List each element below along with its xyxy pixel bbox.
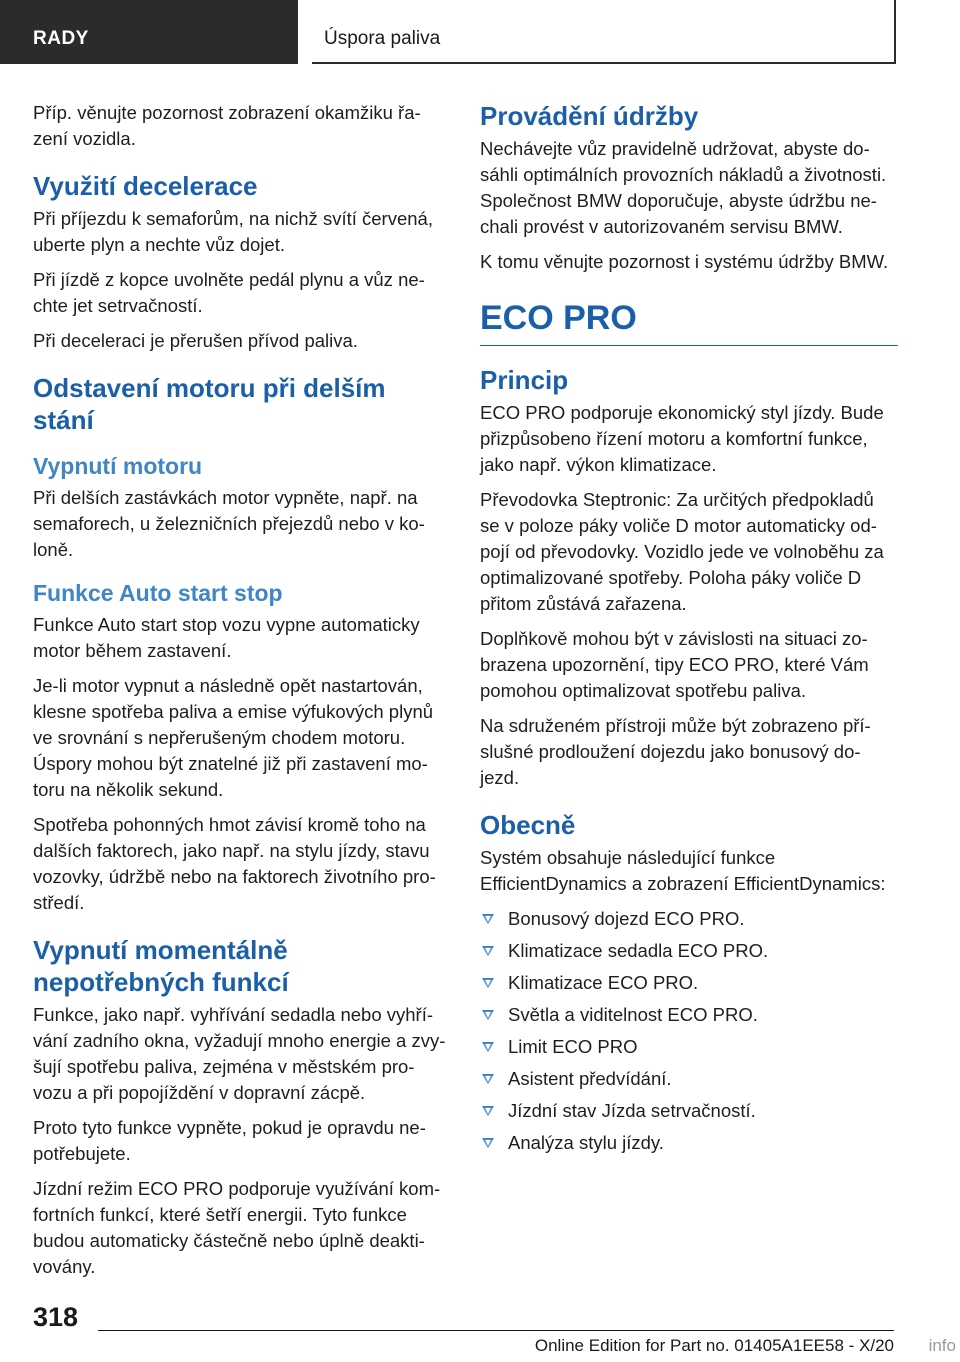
left-column xyxy=(33,100,451,1289)
chapter-heading-eco-pro xyxy=(480,297,898,346)
chapter-heading-text: ECO PRO xyxy=(480,299,637,337)
list-item: Jízdní stav Jízda setrvačností. xyxy=(480,1098,898,1124)
page-header xyxy=(0,0,960,66)
triangle-bullet-icon xyxy=(482,1010,494,1020)
triangle-bullet-icon xyxy=(482,978,494,988)
watermark-text: info xyxy=(928,1336,956,1355)
chapter-title: Úspora paliva xyxy=(324,28,441,49)
heading-unneeded-functions: Vypnutí momentálně nepotřebných funkcí xyxy=(33,935,289,997)
section-label: RADY xyxy=(33,28,89,49)
section-tab xyxy=(0,0,298,64)
engine-off-paragraph: Při delších zastávkách motor vypněte, např. na semaforech, u železničních přejezdů nebo v ko-loně. xyxy=(33,487,425,560)
general-paragraph: Systém obsahuje následující funkce EfficientDynamics a zobrazení EfficientDynamics: xyxy=(480,847,886,894)
auto-paragraph-1: Funkce Auto start stop vozu vypne automaticky motor během zastavení. xyxy=(33,614,420,661)
decel-paragraph-2: Při jízdě z kopce uvolněte pedál plynu a vůz ne-chte jet setrvačností. xyxy=(33,269,425,316)
principle-paragraph-4: Na sdruženém přístroji může být zobrazeno pří-slušné prodloužení dojezdu jako bonusový do-jezd. xyxy=(480,715,871,788)
list-item: Asistent předvídání. xyxy=(480,1066,898,1092)
right-column xyxy=(480,100,898,1162)
page-footer xyxy=(0,1290,960,1362)
heading-principle: Princip xyxy=(480,365,569,395)
list-item: Klimatizace sedadla ECO PRO. xyxy=(480,938,898,964)
heading-general: Obecně xyxy=(480,810,576,840)
subheading-auto-start-stop: Funkce Auto start stop xyxy=(33,580,283,606)
triangle-bullet-icon xyxy=(482,1106,494,1116)
triangle-bullet-icon xyxy=(482,946,494,956)
subheading-engine-off: Vypnutí motoru xyxy=(33,453,203,479)
decel-paragraph-1: Při příjezdu k semaforům, na nichž svítí červená, uberte plyn a nechte vůz dojet. xyxy=(33,208,433,255)
decel-paragraph-3: Při deceleraci je přerušen přívod paliva. xyxy=(33,330,358,351)
heading-maintenance: Provádění údržby xyxy=(480,101,699,131)
auto-paragraph-3: Spotřeba pohonných hmot závisí kromě toho na dalších faktorech, jako např. na stylu jízdy, stavu vozovky, údržbě nebo na faktorech životního pro-středí. xyxy=(33,814,436,913)
maint-paragraph-1: Nechávejte vůz pravidelně udržovat, abyste do-sáhli optimálních provozních nákladů a životnosti. Společnost BMW doporučuje, abyste údržbu ne-chali provést v autorizovaném servisu BMW. xyxy=(480,138,887,237)
auto-paragraph-2: Je-li motor vypnut a následně opět nastartován, klesne spotřeba paliva a emise výfukových plynů ve srovnání s nepřerušeným chodem motoru. Úspory mohou být znatelné již při zastavení mo-toru na několik sekund. xyxy=(33,675,434,800)
heading-engine-stop: Odstavení motoru při delším stání xyxy=(33,373,386,435)
principle-paragraph-3: Doplňkově mohou být v závislosti na situaci zo-brazena upozornění, tipy ECO PRO, které Vám pomohou optimalizovat spotřebu paliva. xyxy=(480,628,869,701)
chapter-title-box xyxy=(312,0,896,64)
func-paragraph-2: Proto tyto funkce vypněte, pokud je opravdu ne-potřebujete. xyxy=(33,1117,426,1164)
triangle-bullet-icon xyxy=(482,1138,494,1148)
edition-note: Online Edition for Part no. 01405A1EE58 - X/20 xyxy=(534,1336,894,1355)
principle-paragraph-1: ECO PRO podporuje ekonomický styl jízdy. Bude přizpůsobeno řízení motoru a komfortní funkce, jako např. výkon klimatizace. xyxy=(480,402,884,475)
page-number: 318 xyxy=(33,1302,79,1332)
triangle-bullet-icon xyxy=(482,914,494,924)
triangle-bullet-icon xyxy=(482,1074,494,1084)
function-list xyxy=(480,906,898,1156)
intro-paragraph: Příp. věnujte pozornost zobrazení okamžiku řa-zení vozidla. xyxy=(33,102,421,149)
list-item: Klimatizace ECO PRO. xyxy=(480,970,898,996)
maint-paragraph-2: K tomu věnujte pozornost i systému údržby BMW. xyxy=(480,251,889,272)
func-paragraph-3: Jízdní režim ECO PRO podporuje využívání kom-fortních funkcí, které šetří energii. Tyto funkce budou automaticky částečně nebo úplně deakti-vovány. xyxy=(33,1178,441,1277)
principle-paragraph-2: Převodovka Steptronic: Za určitých předpokladů se v poloze páky voliče D motor automaticky od-pojí od převodovky. Vozidlo jede ve volnoběhu za optimalizované spotřeby. Poloha páky voliče D přitom zůstává zařazena. xyxy=(480,489,884,614)
list-item: Analýza stylu jízdy. xyxy=(480,1130,898,1156)
heading-deceleration: Využití decelerace xyxy=(33,171,258,201)
footer-rule xyxy=(98,1330,894,1331)
triangle-bullet-icon xyxy=(482,1042,494,1052)
list-item: Bonusový dojezd ECO PRO. xyxy=(480,906,898,932)
list-item: Světla a viditelnost ECO PRO. xyxy=(480,1002,898,1028)
list-item: Limit ECO PRO xyxy=(480,1034,898,1060)
func-paragraph-1: Funkce, jako např. vyhřívání sedadla nebo vyhří-vání zadního okna, vyžadují mnoho energie a zvy-šují spotřebu paliva, zejména v městském pro-vozu a při popojíždění v dopravní zácpě. xyxy=(33,1004,446,1103)
